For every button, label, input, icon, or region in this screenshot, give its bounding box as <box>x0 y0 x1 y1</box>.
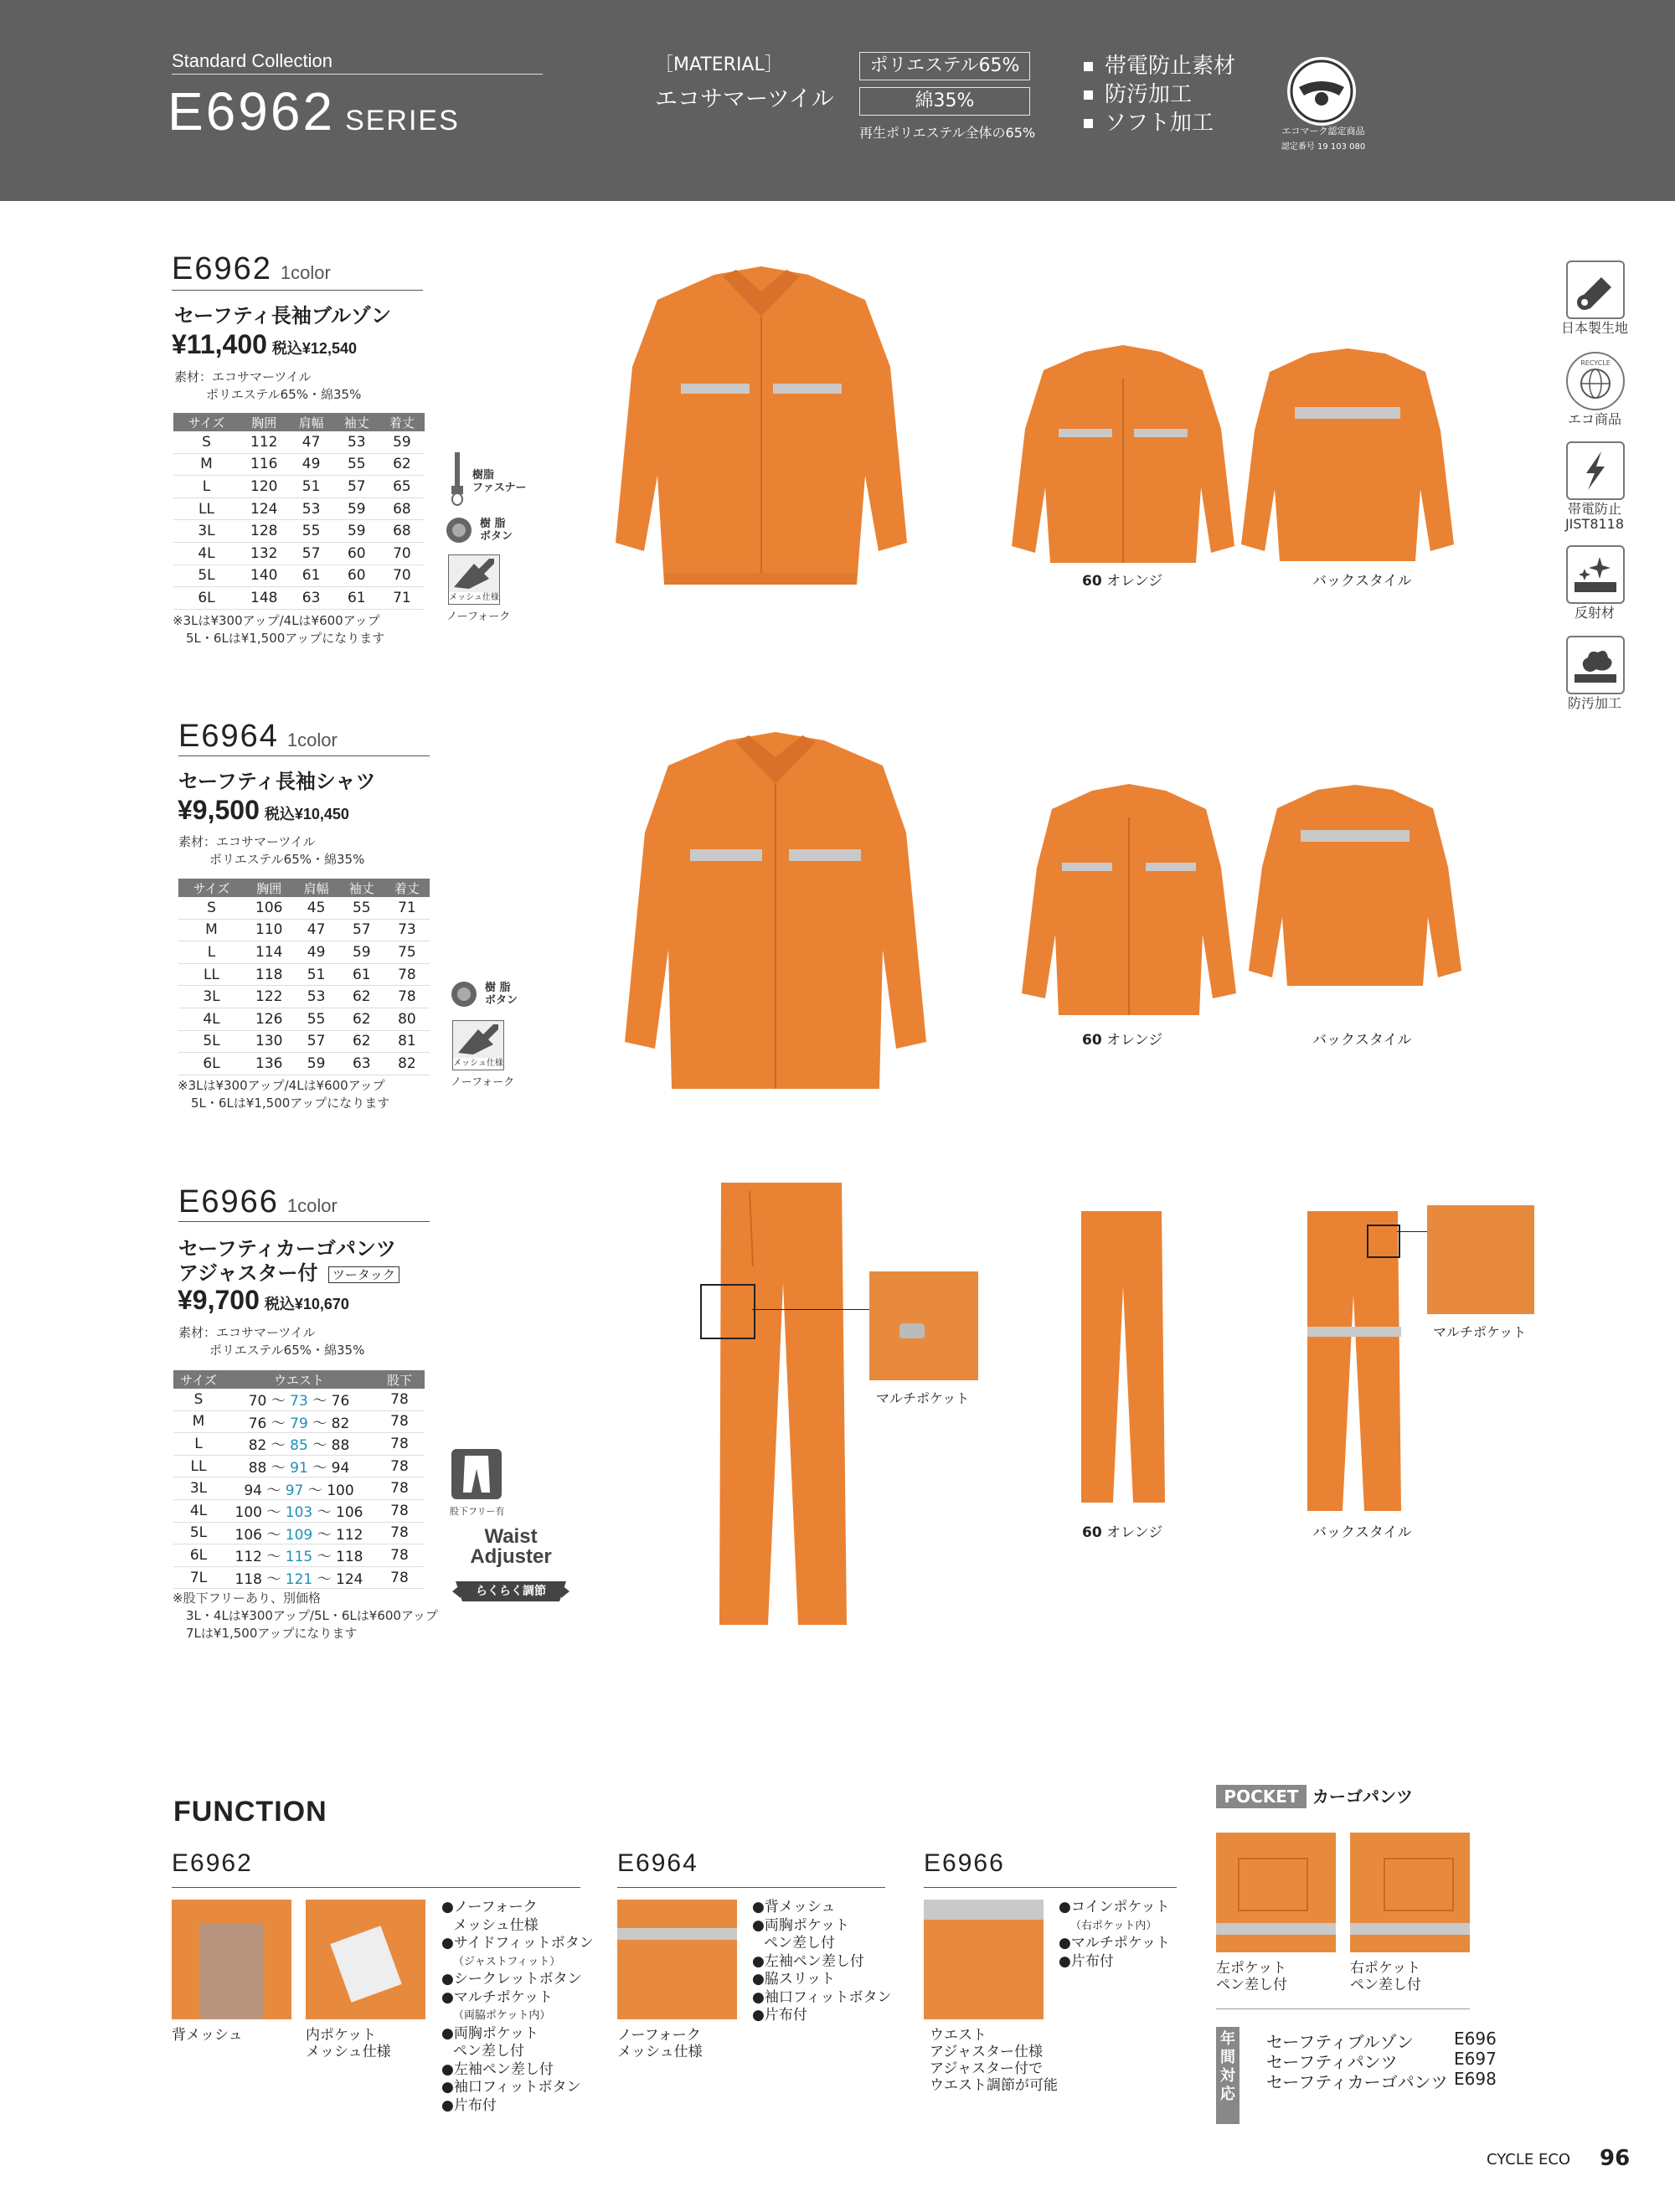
adjuster-badge: らくらく調節 <box>452 1573 570 1606</box>
button-icon <box>446 518 472 543</box>
product-code: E6966 1color <box>178 1184 338 1219</box>
color-caption: 60 オレンジ <box>1082 1032 1163 1049</box>
product-code: E6964 1color <box>178 719 338 754</box>
feature-item: 帯電防止素材 <box>1084 49 1235 80</box>
table-row: 3L 94 〜 97 〜 100 78 <box>173 1477 425 1500</box>
product-price: ¥11,400 税込¥12,540 <box>172 329 357 359</box>
jacket-back-image <box>1240 347 1456 566</box>
composition-polyester: ポリエステル65% <box>859 52 1030 80</box>
material-line: 素材：エコサマーツイル <box>174 369 312 384</box>
photo-caption: 左ポケット ペン差し付 <box>1216 1960 1287 1993</box>
table-row: LL 88 〜 91 〜 94 78 <box>173 1455 425 1477</box>
material-line: ポリエステル65%・綿35% <box>209 852 365 867</box>
spec-label: 樹 脂 ボタン <box>480 518 513 543</box>
divider <box>178 755 430 756</box>
size-note: 7Lは¥1,500アップになります <box>186 1626 358 1641</box>
year-round-tag-text: 年 間 対 応 <box>1220 2030 1235 2103</box>
ecomark-label: エコマーク認定商品 <box>1281 126 1365 137</box>
year-round-tag <box>1216 2027 1240 2124</box>
pants-icon <box>451 1449 502 1499</box>
photo-caption: ウエスト アジャスター仕様 アジャスター付で ウエスト調節が可能 <box>930 2027 1058 2094</box>
table-row: M 116 49 55 62 <box>173 453 425 476</box>
table-row: M 76 〜 79 〜 82 78 <box>173 1410 425 1433</box>
series-title <box>168 80 460 142</box>
jacket-front-small-image <box>1010 345 1236 570</box>
list-item: ●シークレットボタン <box>441 1971 582 1988</box>
size-note: ※3Lは¥300アップ/4Lは¥600アップ <box>178 1078 385 1093</box>
photo-caption: 内ポケット メッシュ仕様 <box>306 2027 391 2060</box>
norfolk-photo <box>617 1900 737 2019</box>
right-pocket-photo <box>1350 1833 1470 1952</box>
recycle-globe-icon <box>1566 352 1625 410</box>
collection-divider <box>172 74 543 75</box>
ecomark-logo-icon <box>1287 57 1356 126</box>
size-table: サイズ ウエスト 股下 S 70 〜 73 〜 76 78 M 76 〜 79 〜 82 78 L 82 〜 85 〜 88 78 LL 88 〜 91 〜 94 78 3L 94 〜 97 〜 100 78 4L 100 〜 103 〜 106 78 5L 106 〜 109 〜 112 78 6L 112 〜 115 〜 118 78 7L 118 〜 121 〜 124 78 <box>173 1370 425 1589</box>
table-row: L 82 〜 85 〜 88 78 <box>173 1433 425 1456</box>
size-table: サイズ 胸囲 肩幅 袖丈 着丈 S 112 47 53 59 M 116 49 55 62 L 120 51 57 65 LL 124 53 59 68 3L 128 55 59 68 4L 132 57 60 70 5L 140 61 60 70 6L 148 63 61 71 <box>173 413 425 610</box>
jacket-front-image <box>614 266 909 595</box>
table-row: 5L 106 〜 109 〜 112 78 <box>173 1522 425 1544</box>
product-name-2: アジャスター付 ツータック <box>178 1256 399 1286</box>
detail-caption: マルチポケット <box>1433 1324 1527 1340</box>
table-row: L 120 51 57 65 <box>173 476 425 498</box>
button-icon <box>451 982 477 1007</box>
series-word: SERIES <box>345 105 460 137</box>
function-list <box>441 1899 594 2115</box>
divider <box>617 1887 885 1888</box>
side-icon-label: 反射材 <box>1574 605 1615 621</box>
pants-front-image <box>716 1183 850 1625</box>
function-code: E6966 <box>924 1849 1005 1877</box>
year-item-name: セーフティブルゾン <box>1266 2032 1414 2052</box>
feature-item: 防汚加工 <box>1084 77 1192 108</box>
recycled-note: 再生ポリエステル全体の65% <box>859 125 1036 141</box>
inner-pocket-photo <box>306 1900 425 2019</box>
list-item: ●両胸ポケット <box>441 2024 539 2042</box>
multi-pocket-detail-image <box>869 1271 978 1380</box>
material-line: ポリエステル65%・綿35% <box>206 387 362 402</box>
table-row: 5L 140 61 60 70 <box>173 565 425 587</box>
shirt-back-image <box>1247 783 1463 989</box>
side-icon-label: 日本製生地 <box>1560 320 1628 336</box>
divider <box>178 1221 430 1222</box>
table-row: 7L 118 〜 121 〜 124 78 <box>173 1566 425 1589</box>
list-item: ●片布付 <box>1059 1952 1114 1970</box>
spec-label: ノーフォーク <box>446 611 511 623</box>
sparkle-icon <box>1566 545 1625 604</box>
list-item: （両脇ポケット内） <box>453 2009 551 2022</box>
back-pocket-detail-image <box>1427 1205 1534 1314</box>
list-item: ●袖口フィットボタン <box>752 1988 892 2006</box>
table-row: 4L 126 55 62 80 <box>178 1008 430 1030</box>
back-caption: バックスタイル <box>1312 1032 1412 1049</box>
list-item: ●両胸ポケット <box>752 1916 849 1934</box>
footer-brand: CYCLE ECO <box>1487 2151 1571 2168</box>
divider <box>172 1887 580 1888</box>
year-item-name: セーフティパンツ <box>1266 2052 1398 2072</box>
detail-connector <box>1397 1231 1427 1232</box>
table-row: S 112 47 53 59 <box>173 431 425 453</box>
year-item-code: E696 <box>1454 2029 1497 2049</box>
table-row: S 70 〜 73 〜 76 78 <box>173 1389 425 1410</box>
table-row: 4L 100 〜 103 〜 106 78 <box>173 1499 425 1522</box>
size-note: 5L・6Lは¥1,500アップになります <box>191 1096 390 1111</box>
back-caption: バックスタイル <box>1312 573 1412 590</box>
detail-connector <box>752 1309 869 1310</box>
product-name: セーフティ長袖ブルゾン <box>174 304 391 327</box>
detail-box <box>700 1284 755 1339</box>
table-row: 3L 128 55 59 68 <box>173 520 425 543</box>
list-item: ●マルチポケット <box>441 1988 553 2006</box>
divider <box>172 290 423 291</box>
composition-cotton: 綿35% <box>859 87 1030 116</box>
lightning-icon <box>1566 441 1625 500</box>
table-row: S 106 45 55 71 <box>178 897 430 919</box>
color-caption: 60 オレンジ <box>1082 1524 1163 1541</box>
list-item: ●片布付 <box>752 2007 807 2024</box>
list-item: （右ポケット内） <box>1070 1919 1157 1932</box>
pocket-name: カーゴパンツ <box>1312 1787 1413 1807</box>
collection-label: Standard Collection <box>172 50 333 71</box>
divider <box>924 1887 1177 1888</box>
pants-front-small-image <box>1078 1211 1168 1503</box>
function-title: FUNCTION <box>173 1796 327 1828</box>
material-name: エコサマーツイル <box>655 86 834 112</box>
fabric-roll-icon <box>1566 260 1625 319</box>
table-row: L 114 49 59 75 <box>178 941 430 964</box>
list-item: ●コインポケット <box>1059 1899 1170 1916</box>
year-item-name: セーフティカーゴパンツ <box>1266 2072 1448 2092</box>
size-table: サイズ 胸囲 肩幅 袖丈 着丈 S 106 45 55 71 M 110 47 57 73 L 114 49 59 75 LL 118 51 61 78 3L 122 53 62 78 4L 126 55 62 80 5L 130 57 62 81 6L 136 59 63 82 <box>178 879 430 1075</box>
list-item: ペン差し付 <box>453 2043 524 2060</box>
product-name: セーフティカーゴパンツ <box>178 1237 396 1261</box>
svg-text:RECYCLE: RECYCLE <box>1580 359 1611 367</box>
table-row: 6L 136 59 63 82 <box>178 1053 430 1075</box>
spec-label: ノーフォーク <box>451 1076 515 1089</box>
material-line: 素材：エコサマーツイル <box>178 1325 316 1340</box>
side-icon-label: エコ商品 <box>1567 411 1621 427</box>
function-code: E6964 <box>617 1849 698 1877</box>
material-label: ［MATERIAL］ <box>655 54 783 75</box>
product-price: ¥9,700 税込¥10,670 <box>178 1285 349 1315</box>
photo-caption: ノーフォーク メッシュ仕様 <box>617 2027 703 2060</box>
function-code: E6962 <box>172 1849 253 1877</box>
size-note: ※股下フリーあり、別価格 <box>173 1591 321 1606</box>
list-item: ●マルチポケット <box>1059 1935 1170 1952</box>
spec-label: 股下フリー有 <box>450 1506 505 1517</box>
list-item: メッシュ仕様 <box>453 1916 539 1934</box>
side-icon-label: 帯電防止 JIST8118 <box>1564 501 1625 532</box>
color-caption: 60 オレンジ <box>1082 573 1163 590</box>
material-line: ポリエステル65%・綿35% <box>209 1343 365 1358</box>
back-mesh-photo <box>172 1900 291 2019</box>
detail-box <box>1367 1225 1400 1258</box>
feature-item: ソフト加工 <box>1084 106 1214 137</box>
table-row: M 110 47 57 73 <box>178 919 430 941</box>
list-item: ●左袖ペン差し付 <box>441 2060 554 2078</box>
size-note: ※3Lは¥300アップ/4Lは¥600アップ <box>173 613 380 628</box>
list-item: ●サイドフィットボタン <box>441 1935 594 1952</box>
side-icon-label: 防汚加工 <box>1567 695 1621 711</box>
waist-adjuster-icon: Waist Adjuster <box>470 1525 552 1568</box>
product-name: セーフティ長袖シャツ <box>178 770 376 793</box>
mesh-icon: メッシュ仕様 <box>448 554 500 605</box>
list-item: ●背メッシュ <box>752 1899 836 1916</box>
table-row: LL 118 51 61 78 <box>178 963 430 986</box>
product-price: ¥9,500 税込¥10,450 <box>178 795 349 825</box>
year-item-code: E698 <box>1454 2069 1497 2089</box>
table-row: 3L 122 53 62 78 <box>178 986 430 1008</box>
mesh-icon: メッシュ仕様 <box>452 1020 504 1070</box>
back-caption: バックスタイル <box>1312 1524 1412 1541</box>
photo-caption: 右ポケット ペン差し付 <box>1350 1960 1421 1993</box>
zipper-icon <box>450 452 465 509</box>
waist-adjuster-photo <box>924 1900 1044 2019</box>
size-note: 3L・4Lは¥300アップ/5L・6Lは¥600アップ <box>186 1608 438 1623</box>
photo-caption: 背メッシュ <box>172 2027 243 2044</box>
shirt-front-image <box>623 732 928 1092</box>
table-row: LL 124 53 59 68 <box>173 498 425 520</box>
table-row: 6L 148 63 61 71 <box>173 587 425 610</box>
list-item: ●左袖ペン差し付 <box>752 1952 864 1970</box>
list-item: ●ノーフォーク <box>441 1899 538 1916</box>
shirt-front-small-image <box>1020 784 1238 1017</box>
list-item: ●片布付 <box>441 2096 497 2114</box>
left-pocket-photo <box>1216 1833 1336 1952</box>
list-item: ●脇スリット <box>752 1971 836 1988</box>
ecomark-number: 認定番号 19 103 080 <box>1281 142 1366 152</box>
function-list <box>1059 1899 1170 1971</box>
size-note: 5L・6Lは¥1,500アップになります <box>186 631 385 646</box>
function-list <box>752 1899 891 2025</box>
detail-caption: マルチポケット <box>876 1390 970 1406</box>
material-line: 素材：エコサマーツイル <box>178 834 316 849</box>
list-item: ペン差し付 <box>764 1935 835 1952</box>
divider <box>1216 2008 1470 2009</box>
list-item: （ジャストフィット） <box>453 1955 561 1968</box>
spec-label: 樹脂 ファスナー <box>472 469 527 494</box>
spec-label: 樹 脂 ボタン <box>485 982 518 1007</box>
table-row: 5L 130 57 62 81 <box>178 1030 430 1053</box>
product-code: E6962 1color <box>172 251 331 286</box>
table-row: 6L 112 〜 115 〜 118 78 <box>173 1544 425 1567</box>
list-item: ●袖口フィットボタン <box>441 2079 581 2096</box>
year-item-code: E697 <box>1454 2049 1497 2069</box>
page-number: 96 <box>1600 2146 1631 2171</box>
table-row: 4L 132 57 60 70 <box>173 542 425 565</box>
pocket-tag: POCKET <box>1216 1785 1306 1808</box>
tuck-tag: ツータック <box>328 1266 399 1283</box>
stain-icon <box>1566 636 1625 694</box>
series-code: E6962 <box>168 81 336 142</box>
